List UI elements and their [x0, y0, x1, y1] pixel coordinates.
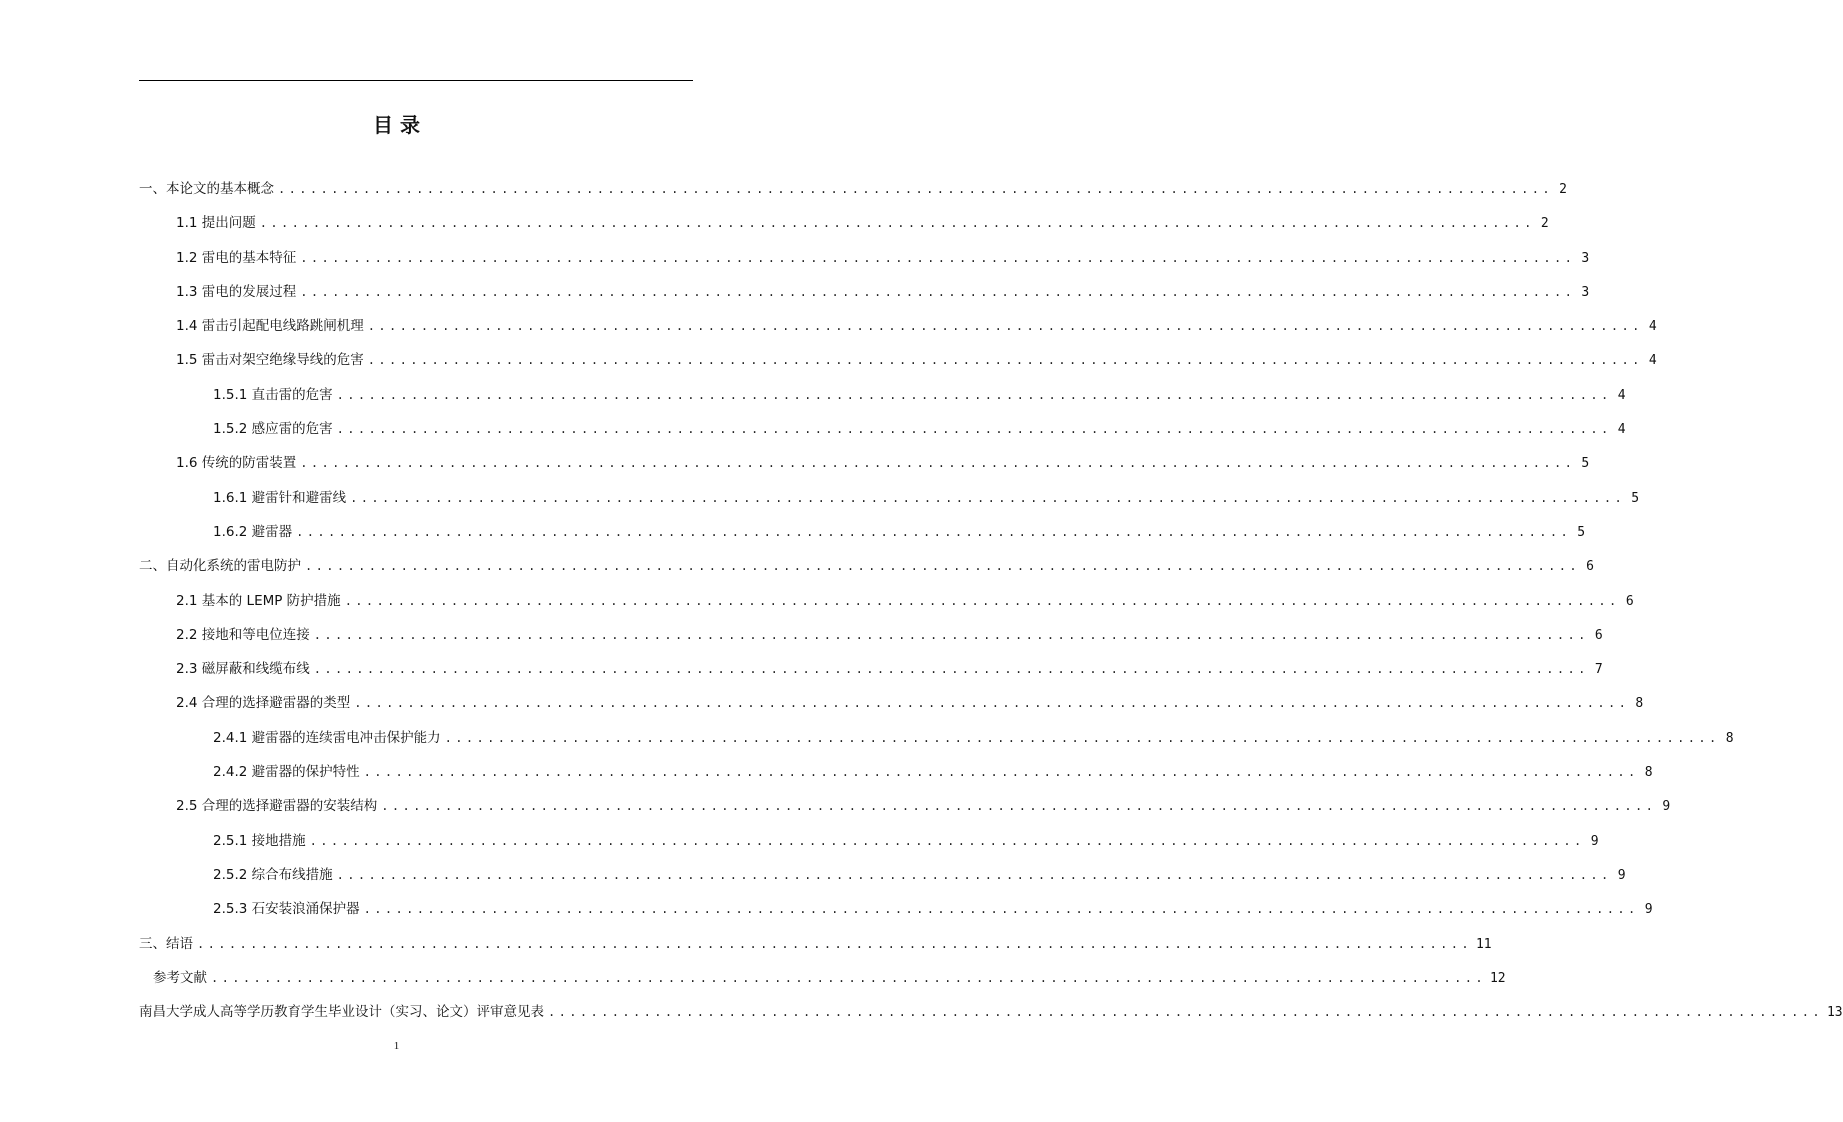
toc-entry-label: 2.3 磁屏蔽和线缆布线 — [176, 661, 310, 678]
toc-entry-label: 一、本论文的基本概念 — [139, 181, 274, 197]
toc-entry-label: 2.4.2 避雷器的保护特性 — [213, 764, 360, 781]
table-of-contents — [139, 172, 1843, 1029]
toc-entry[interactable] — [139, 584, 1634, 618]
dot-leader: ........................................................................................................................ — [548, 1005, 1823, 1020]
toc-entry-label: 2.5.1 接地措施 — [213, 832, 306, 849]
dot-leader: ........................................................................................................................ — [313, 662, 1589, 677]
toc-entry-page: 13 — [1826, 1005, 1843, 1021]
dot-leader: ........................................................................................................................ — [278, 182, 1553, 196]
toc-entry[interactable] — [139, 824, 1599, 858]
toc-entry[interactable] — [139, 241, 1590, 275]
toc-entry-label: 1.2 雷电的基本特征 — [176, 249, 297, 266]
toc-entry[interactable] — [139, 343, 1657, 377]
dot-leader: ........................................................................................................................ — [344, 593, 1620, 608]
header-rule — [139, 80, 693, 81]
toc-title: 目 录 — [373, 113, 420, 137]
toc-entry-page: 6 — [1586, 559, 1594, 575]
dot-leader: ........................................................................................................................ — [336, 387, 1612, 402]
toc-entry[interactable] — [139, 172, 1567, 206]
dot-leader: ........................................................................................................................ — [350, 490, 1626, 505]
toc-entry-page: 3 — [1581, 250, 1590, 266]
toc-entry-label: 1.6 传统的防雷装置 — [176, 455, 297, 472]
toc-entry-label: 2.1 基本的 LEMP 防护措施 — [176, 592, 341, 609]
dot-leader: ........................................................................................................................ — [367, 319, 1643, 334]
toc-entry[interactable] — [139, 755, 1653, 789]
dot-leader: ........................................................................................................................ — [363, 765, 1639, 780]
dot-leader: ........................................................................................................................ — [336, 867, 1612, 882]
toc-entry-page: 8 — [1635, 696, 1644, 712]
toc-entry[interactable] — [139, 961, 1506, 995]
dot-leader: ........................................................................................................................ — [363, 902, 1639, 917]
toc-entry-page: 4 — [1648, 319, 1657, 335]
toc-entry-label: 2.4 合理的选择避雷器的类型 — [176, 695, 351, 712]
dot-leader: ........................................................................................................................ — [305, 559, 1580, 574]
toc-entry[interactable] — [139, 446, 1590, 480]
toc-entry-label: 1.3 雷电的发展过程 — [176, 283, 297, 300]
toc-entry-page: 12 — [1489, 970, 1506, 986]
toc-entry-label: 南昌大学成人高等学历教育学生毕业设计（实习、论文）评审意见表 — [139, 1004, 544, 1021]
toc-entry[interactable] — [139, 892, 1653, 926]
dot-leader: ........................................................................................................................ — [313, 627, 1589, 642]
toc-entry[interactable] — [139, 481, 1640, 515]
toc-entry-page: 4 — [1648, 353, 1657, 369]
toc-entry-label: 参考文献 — [153, 969, 207, 986]
toc-entry-label: 1.5 雷击对架空绝缘导线的危害 — [176, 352, 364, 369]
toc-entry[interactable] — [139, 721, 1734, 755]
toc-entry[interactable] — [139, 378, 1626, 412]
toc-entry-label: 1.6.2 避雷器 — [213, 523, 293, 540]
toc-entry-label: 1.5.2 感应雷的危害 — [213, 421, 333, 438]
dot-leader: ........................................................................................................................ — [300, 456, 1576, 471]
dot-leader: ........................................................................................................................ — [444, 730, 1720, 745]
dot-leader: ........................................................................................................................ — [211, 970, 1486, 985]
toc-entry-page: 5 — [1581, 456, 1590, 472]
toc-entry-label: 2.2 接地和等电位连接 — [176, 626, 310, 643]
dot-leader: ........................................................................................................................ — [300, 250, 1576, 265]
toc-entry[interactable] — [139, 206, 1549, 240]
toc-entry-page: 11 — [1475, 936, 1492, 952]
toc-entry[interactable] — [139, 652, 1603, 686]
toc-entry[interactable] — [139, 789, 1671, 823]
toc-entry-page: 6 — [1594, 627, 1603, 643]
toc-entry-label: 1.1 提出问题 — [176, 215, 256, 232]
dot-leader: ........................................................................................................................ — [197, 936, 1472, 951]
dot-leader: ........................................................................................................................ — [354, 696, 1630, 711]
toc-entry-page: 9 — [1590, 833, 1599, 849]
toc-entry-label: 二、自动化系统的雷电防护 — [139, 558, 301, 575]
dot-leader: ........................................................................................................................ — [300, 284, 1576, 299]
dot-leader: ........................................................................................................................ — [296, 524, 1572, 539]
toc-entry-page: 5 — [1577, 524, 1586, 540]
toc-entry-page: 3 — [1581, 284, 1590, 300]
toc-entry[interactable] — [139, 515, 1586, 549]
toc-entry[interactable] — [139, 686, 1644, 720]
toc-entry[interactable] — [139, 412, 1626, 446]
toc-entry-page: 5 — [1631, 490, 1640, 506]
dot-leader: ........................................................................................................................ — [336, 422, 1612, 437]
toc-entry-label: 2.4.1 避雷器的连续雷电冲击保护能力 — [213, 729, 441, 746]
toc-entry[interactable] — [139, 927, 1492, 961]
page-number: 1 — [393, 1040, 400, 1052]
toc-entry-page: 9 — [1662, 799, 1671, 815]
dot-leader: ........................................................................................................................ — [381, 799, 1657, 814]
toc-entry-page: 4 — [1617, 422, 1626, 438]
toc-entry-page: 6 — [1625, 593, 1634, 609]
toc-entry[interactable] — [139, 618, 1603, 652]
toc-entry-page: 7 — [1594, 662, 1603, 678]
toc-entry[interactable] — [139, 275, 1590, 309]
dot-leader: ........................................................................................................................ — [367, 353, 1643, 368]
toc-entry-label: 三、结语 — [139, 935, 193, 952]
toc-entry-page: 9 — [1644, 902, 1653, 918]
toc-entry-page: 2 — [1559, 182, 1567, 197]
toc-entry-label: 2.5.2 综合布线措施 — [213, 866, 333, 883]
toc-entry-page: 8 — [1644, 765, 1653, 781]
toc-entry-label: 1.6.1 避雷针和避雷线 — [213, 489, 347, 506]
dot-leader: ........................................................................................................................ — [309, 833, 1585, 848]
toc-entry-label: 2.5 合理的选择避雷器的安装结构 — [176, 798, 378, 815]
toc-entry[interactable] — [139, 858, 1626, 892]
toc-entry[interactable] — [139, 549, 1594, 583]
toc-entry-page: 2 — [1540, 216, 1549, 232]
toc-entry-page: 4 — [1617, 387, 1626, 403]
dot-leader: ........................................................................................................................ — [259, 216, 1535, 231]
toc-entry[interactable] — [139, 995, 1843, 1029]
toc-entry-label: 2.5.3 石安装浪涌保护器 — [213, 901, 360, 918]
toc-entry-page: 8 — [1725, 730, 1734, 746]
toc-entry-label: 1.4 雷击引起配电线路跳闸机理 — [176, 318, 364, 335]
toc-entry-label: 1.5.1 直击雷的危害 — [213, 386, 333, 403]
toc-entry[interactable] — [139, 309, 1657, 343]
toc-entry-page: 9 — [1617, 867, 1626, 883]
